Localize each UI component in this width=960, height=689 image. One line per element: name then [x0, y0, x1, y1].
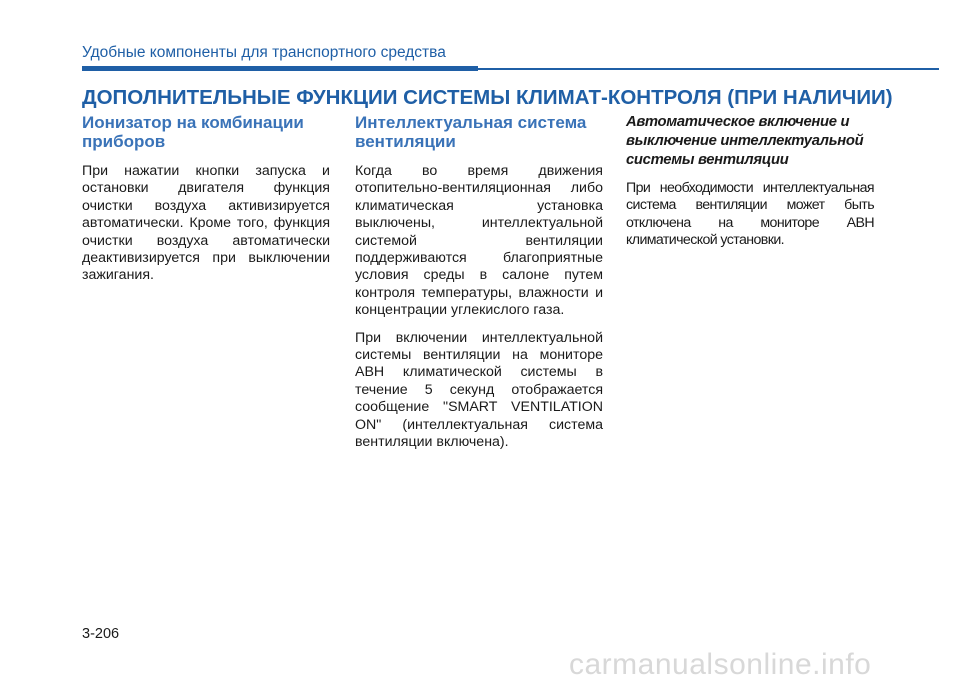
column-ionizer — [82, 113, 330, 295]
auto-ventilation-paragraph: При необходимости интеллектуальная система вентиляции может быть отключена на мониторе АВН климатической установки. — [626, 180, 874, 249]
page-number: 3-206 — [82, 626, 120, 642]
header-rule-thin — [478, 68, 939, 70]
smart-ventilation-paragraph-1: Когда во время движения отопительно-вентиляционная либо климатическая установка выключены, интеллектуальной системой вентиляции поддерживаются благоприятные условия среды в салоне путем контроля температуры, влажности и концентрации углекислого газа. — [355, 163, 603, 319]
ionizer-heading: Ионизатор на комбинации приборов — [82, 113, 304, 151]
smart-ventilation-heading: Интеллектуальная система вентиляции — [355, 113, 587, 151]
chapter-title: ДОПОЛНИТЕЛЬНЫЕ ФУНКЦИИ СИСТЕМЫ КЛИМАТ-КОНТРОЛЯ (ПРИ НАЛИЧИИ) — [82, 86, 893, 109]
smart-ventilation-paragraph-2: При включении интеллектуальной системы вентиляции на мониторе АВН климатической системы в течение 5 секунд отображается сообщение "SMART VENTILATION ON" (интеллектуальная система вентиляции включена). — [355, 329, 603, 451]
column-smart-ventilation — [355, 113, 603, 462]
watermark: carmanualsonline.info — [569, 648, 872, 681]
column-auto-ventilation — [626, 113, 874, 260]
header-rule-thick — [82, 66, 478, 71]
ionizer-paragraph: При нажатии кнопки запуска и остановки двигателя функция очистки воздуха активизируется автоматически. Кроме того, функция очистки воздуха автоматически деактивизируется при выключении зажигания. — [82, 163, 330, 284]
section-header: Удобные компоненты для транспортного средства — [82, 44, 446, 61]
auto-ventilation-heading: Автоматическое включение и выключение интеллектуальной системы вентиляции — [626, 114, 864, 168]
